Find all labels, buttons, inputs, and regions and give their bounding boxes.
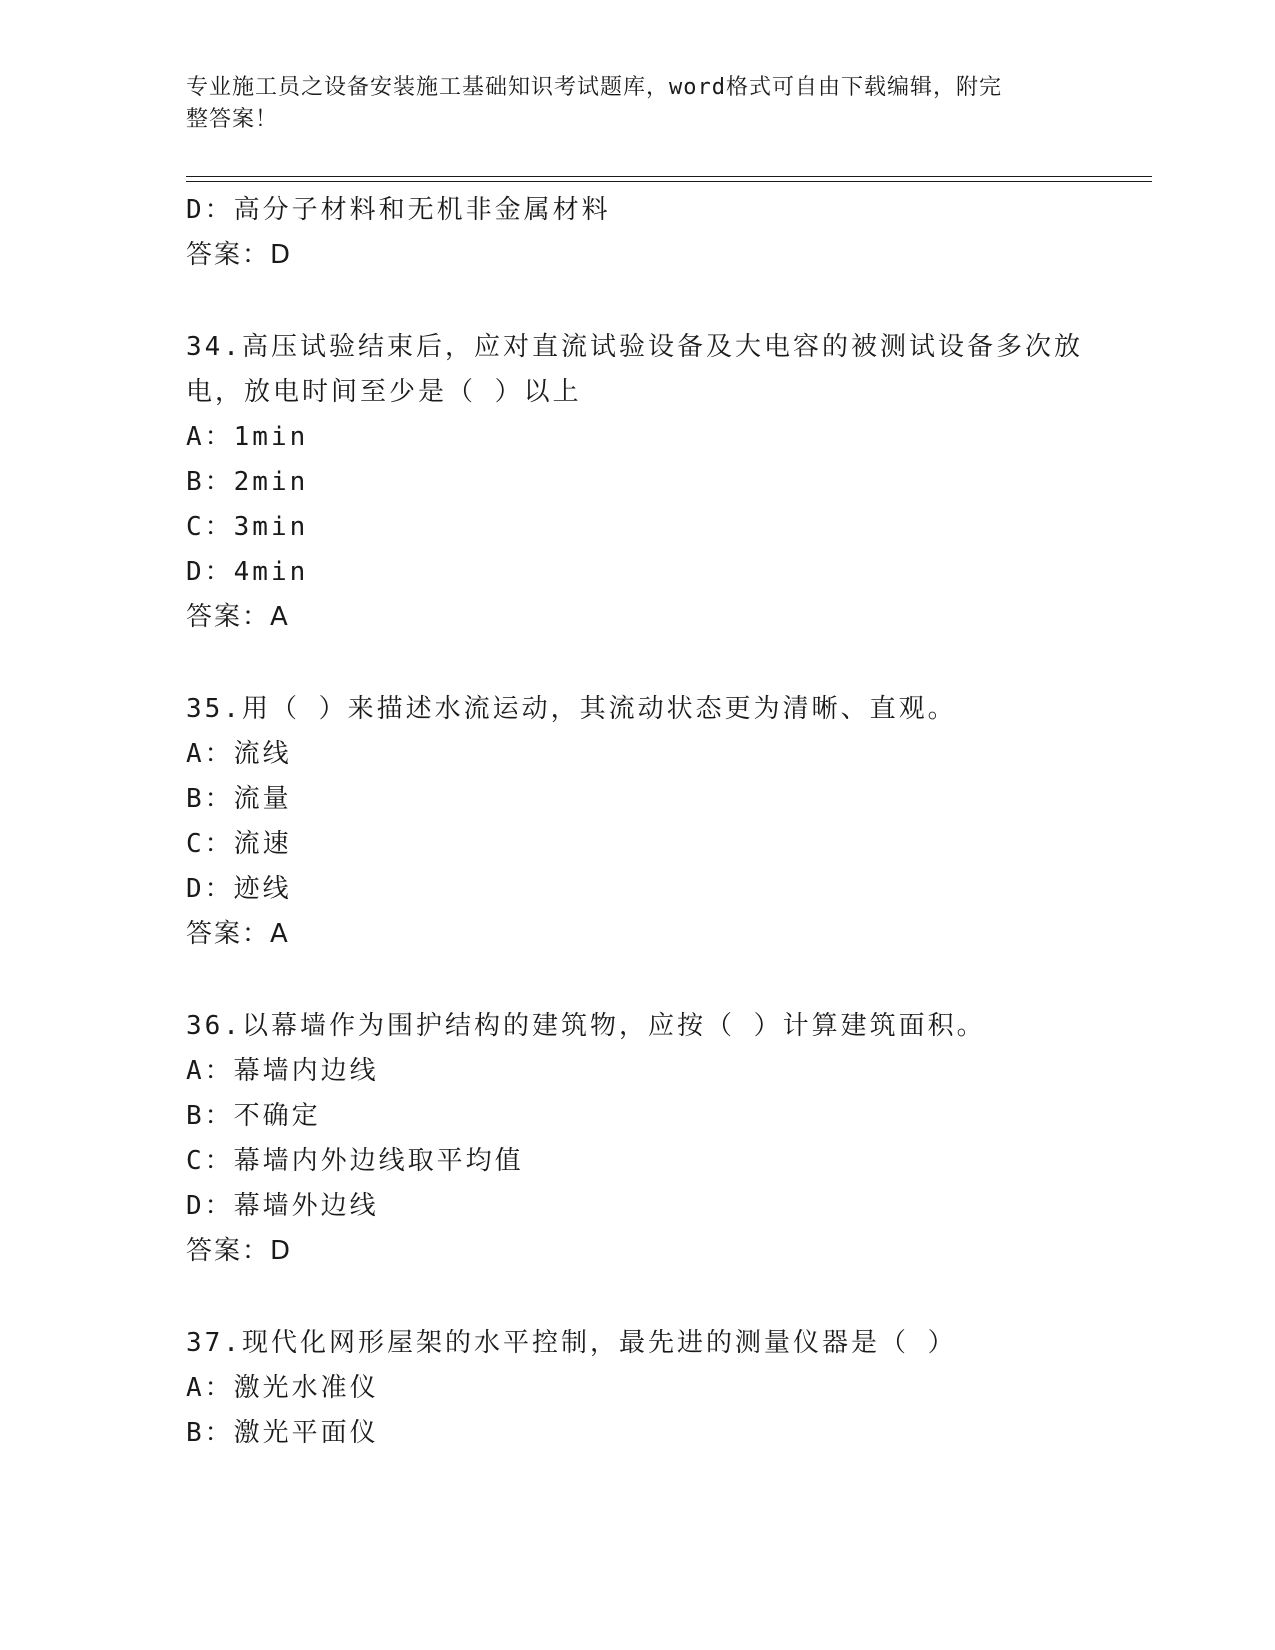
option-a: A：流线 bbox=[186, 739, 292, 769]
question-stem: 35.用（ ）来描述水流运动，其流动状态更为清晰、直观。 bbox=[186, 694, 957, 724]
question-list bbox=[186, 188, 1086, 1456]
header-divider-bottom bbox=[186, 181, 1152, 182]
question-33 bbox=[186, 188, 1086, 278]
question-stem-line-1: 34.高压试验结束后，应对直流试验设备及大电容的被测试设备多次放 bbox=[186, 332, 1083, 362]
option-d: D：幕墙外边线 bbox=[186, 1191, 379, 1221]
option-b: B：流量 bbox=[186, 784, 292, 814]
question-stem: 37.现代化网形屋架的水平控制，最先进的测量仪器是（ ） bbox=[186, 1328, 957, 1358]
option-c: C：幕墙内外边线取平均值 bbox=[186, 1146, 524, 1176]
answer: 答案：D bbox=[186, 1236, 293, 1266]
option-b: B：2min bbox=[186, 467, 309, 497]
question-37 bbox=[186, 1321, 1086, 1456]
option-b: B：激光平面仪 bbox=[186, 1418, 379, 1448]
option-d: D：高分子材料和无机非金属材料 bbox=[186, 195, 611, 225]
header-divider-top bbox=[186, 176, 1152, 177]
spacer bbox=[186, 957, 1086, 1004]
header-line-2: 整答案！ bbox=[186, 107, 279, 132]
option-d: D：迹线 bbox=[186, 874, 292, 904]
spacer bbox=[186, 640, 1086, 687]
spacer bbox=[186, 1274, 1086, 1321]
header-line-1: 专业施工员之设备安装施工基础知识考试题库，word格式可自由下载编辑，附完 bbox=[186, 75, 1002, 100]
question-stem-line-2: 电，放电时间至少是（ ）以上 bbox=[186, 377, 582, 407]
answer: 答案：A bbox=[186, 919, 290, 949]
option-b: B：不确定 bbox=[186, 1101, 321, 1131]
question-36 bbox=[186, 1004, 1086, 1274]
option-c: C：流速 bbox=[186, 829, 292, 859]
document-header bbox=[186, 72, 1066, 136]
question-34 bbox=[186, 325, 1086, 640]
spacer bbox=[186, 278, 1086, 325]
question-stem: 36.以幕墙作为围护结构的建筑物，应按（ ）计算建筑面积。 bbox=[186, 1011, 986, 1041]
option-c: C：3min bbox=[186, 512, 309, 542]
option-a: A：幕墙内边线 bbox=[186, 1056, 379, 1086]
question-35 bbox=[186, 687, 1086, 957]
answer: 答案：A bbox=[186, 602, 290, 632]
option-a: A：激光水准仪 bbox=[186, 1373, 379, 1403]
option-a: A：1min bbox=[186, 422, 309, 452]
option-d: D：4min bbox=[186, 557, 309, 587]
answer: 答案：D bbox=[186, 240, 293, 270]
